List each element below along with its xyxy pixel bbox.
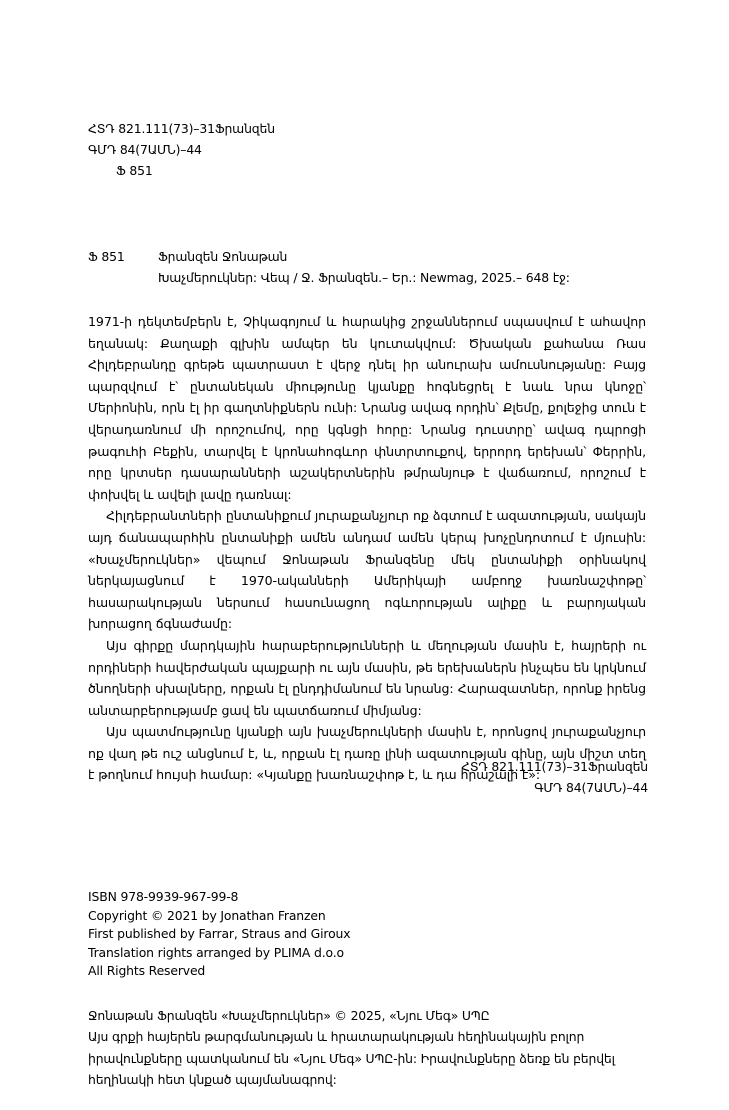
bbk-code-line: ԳՄԴ 84(7ԱՄՆ)–44 (88, 142, 202, 157)
biblio-author: Ֆրանզեն Ջոնաթան (158, 249, 288, 264)
isbn-line: ISBN 978-9939-967-99-8 (88, 889, 239, 904)
cip-classification-header (88, 118, 275, 181)
annotation-paragraph: 1971-ի դեկտեմբերն է, Չիկագոյում և հարակից շրջաններում սպասվում է ահավոր եղանակ: Քաղաքի գլխին ամպեր են կուտակվում: Ծխական քահանա Ռաս Հիլդեբրանդը գրեթե պատրաստ է վերջ դնել իր անուրախ ամուսնությանը: Բայց պարզվում է՝ ընտանեկան միությունը կյանքը հոգնեցրել է նաև նրա կնոջը՝ Մերիոնին, որն էլ իր գաղտնիքներն ունի: Նրանց ավագ որդին՝ Քլեմը, քոլեջից տուն է վերադառնում մի որոշումով, որը կգնցի հորը: Նրանց դուստրը՝ ավագ դպրոցի թագուհի Բեքին, տարվել է կրոնահոգևոր փնտրտուքով, երրորդ երեխան՝ Փերրին, որը կրտսեր դասարանների աշակերտներին թմրանյութ է վաճառում, որոշում է փոխվել և ավելի լավը դառնալ: (88, 314, 646, 502)
armenian-rights-line: հեղինակի հետ կնքած պայմանագրով: (88, 1072, 337, 1088)
rights-block-armenian (88, 1005, 654, 1091)
armenian-copyright-line: Ջոնաթան Ֆրանզեն «Խաչմերուկներ» © 2025, «Նյու Մեգ» ՍՊԸ (88, 1008, 490, 1023)
all-rights-reserved-line: All Rights Reserved (88, 963, 206, 979)
udc-code-line-footer: ՀՏԴ 821.111(73)–31Ֆրանզեն (461, 759, 648, 774)
armenian-rights-line: իրավունքները պատկանում են «Նյու Մեգ» ՍՊԸ-ին: Իրավունքները ձեռք են բերվել (88, 1050, 615, 1066)
biblio-sigil: Ֆ 851 (88, 249, 125, 264)
translation-rights-line: Translation rights arranged by PLIMA d.o.o (88, 944, 344, 960)
biblio-description: Խաչմերուկներ: Վեպ / Ջ. Ֆրանզեն.– Եր.: Newmag, 2025.– 648 էջ: (158, 270, 570, 285)
bibliographic-record (88, 246, 648, 288)
annotation-paragraph: Հիլդեբրանտների ընտանիքում յուրաքանչյուր ոք ձգտում է ազատության, սակայն այդ ճանապարհին ընտանիքի ամեն անդամ ամեն կերպ խոչընդոտում է մյուսին: «Խաչմերուկներ» վեպում Ջոնաթան Ֆրանզենը մեկ ընտանիքի օրինակով ներկայացնում է 1970-ականների Ամերիկայի ամբողջ խառնաշփոթը՝ հասարակության ներսում հասունացող ոգևորության ալիքը և բարոյական խորացող ճգնաժամը: (88, 508, 646, 632)
book-annotation (88, 311, 646, 786)
annotation-paragraph: Այս պատմությունը կյանքի այն խաչմերուկների մասին է, որոնցով յուրաքանչյուր ոք վաղ թե ուշ անցնում է, և, որքան էլ դառը լինի ազատության գինը, այն միշտ տեղ է թողնում հույսի համար: «Կյանքը խառնաշփոթ է, և դա հրաշալի է»: (88, 724, 646, 783)
udc-code-line: ՀՏԴ 821.111(73)–31Ֆրանզեն (88, 121, 275, 136)
first-publisher-line: First published by Farrar, Straus and Giroux (88, 926, 351, 942)
biblio-row (88, 246, 648, 288)
author-mark-line: Ֆ 851 (116, 163, 153, 178)
annotation-paragraph: Այս գիրքը մարդկային հարաբերությունների և մեղության մասին է, հայրերի ու որդիների հավերժական պայքարի ու այն մասին, թե երեխաներն ինչպես են կրկնում ծնողների սխալները, որքան էլ ընդդիմանում են նրանց: Հարազատներ, որոնք իրենց անտարբերությամբ ցավ են պատճառում միմյանց: (88, 637, 646, 718)
biblio-body (158, 246, 648, 288)
copyright-line: Copyright © 2021 by Jonathan Franzen (88, 907, 326, 923)
bbk-code-line-footer: ԳՄԴ 84(7ԱՄՆ)–44 (534, 780, 648, 795)
cip-classification-footer (461, 756, 648, 798)
armenian-rights-line: Այս գրքի հայերեն թարգմանության և հրատարակության հեղինակային բոլոր (88, 1029, 585, 1045)
rights-block-latin (88, 888, 648, 981)
